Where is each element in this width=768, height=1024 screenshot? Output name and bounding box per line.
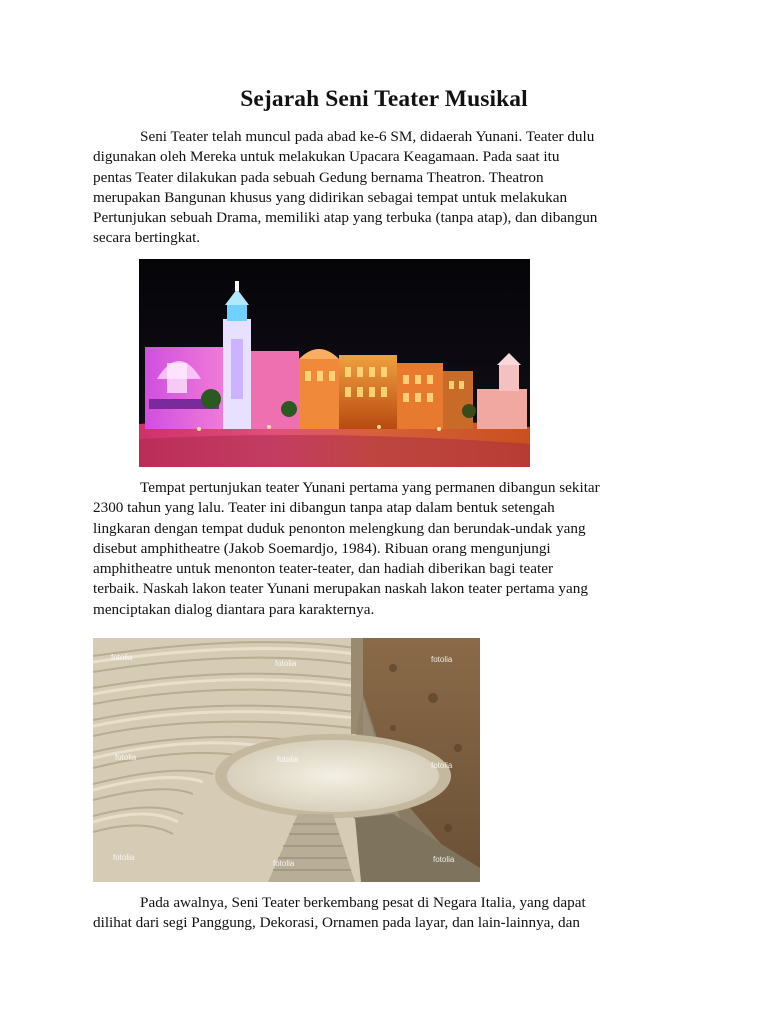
paragraph-line: amphitheatre untuk menonton teater-teater, dan hadiah diberikan bagi teater	[93, 560, 553, 578]
paragraph-line: merupakan Bangunan khusus yang didirikan sebagai tempat untuk melakukan	[93, 188, 568, 206]
paragraph-3	[93, 893, 678, 934]
watermark-text: fotolia	[111, 653, 133, 662]
watermark-text: fotolia	[277, 755, 299, 764]
paragraph-line: secara bertingkat.	[93, 229, 201, 247]
paragraph-1	[93, 127, 678, 249]
paragraph-line: Seni Teater telah muncul pada abad ke-6 SM, didaerah Yunani. Teater dulu	[140, 128, 595, 145]
paragraph-line: digunakan oleh Mereka untuk melakukan Upacara Keagamaan. Pada saat itu	[93, 148, 560, 166]
watermark-text: fotolia	[431, 761, 453, 770]
watermark-text: fotolia	[273, 859, 295, 868]
theater-night-photo	[139, 259, 530, 467]
watermark-text: fotolia	[431, 655, 453, 664]
watermark-text: fotolia	[433, 855, 455, 864]
paragraph-line: pentas Teater dilakukan pada sebuah Gedung bernama Theatron. Theatron	[93, 168, 544, 186]
paragraph-line: menciptakan dialog diantara para karakternya.	[93, 600, 375, 618]
paragraph-line: dilihat dari segi Panggung, Dekorasi, Ornamen pada layar, dan lain-lainnya, dan	[93, 914, 580, 932]
watermark-text: fotolia	[115, 753, 137, 762]
paragraph-line: terbaik. Naskah lakon teater Yunani merupakan naskah lakon teater pertama yang	[93, 580, 588, 598]
paragraph-line: Pada awalnya, Seni Teater berkembang pesat di Negara Italia, yang dapat	[140, 894, 586, 911]
amphitheatre-photo	[93, 638, 480, 882]
paragraph-line: Tempat pertunjukan teater Yunani pertama yang permanen dibangun sekitar	[140, 479, 600, 496]
page-title: Sejarah Seni Teater Musikal	[240, 86, 528, 112]
watermark-text: fotolia	[113, 853, 135, 862]
watermark-text: fotolia	[275, 659, 297, 668]
paragraph-2	[93, 478, 678, 620]
paragraph-line: Pertunjukan sebuah Drama, memiliki atap yang terbuka (tanpa atap), dan dibangun	[93, 209, 598, 227]
paragraph-line: lingkaran dengan tempat duduk penonton melengkung dan berundak-undak yang	[93, 519, 586, 537]
paragraph-line: 2300 tahun yang lalu. Teater ini dibangun tanpa atap dalam bentuk setengah	[93, 499, 555, 517]
paragraph-line: disebut amphitheatre (Jakob Soemardjo, 1984). Ribuan orang mengunjungi	[93, 539, 551, 557]
